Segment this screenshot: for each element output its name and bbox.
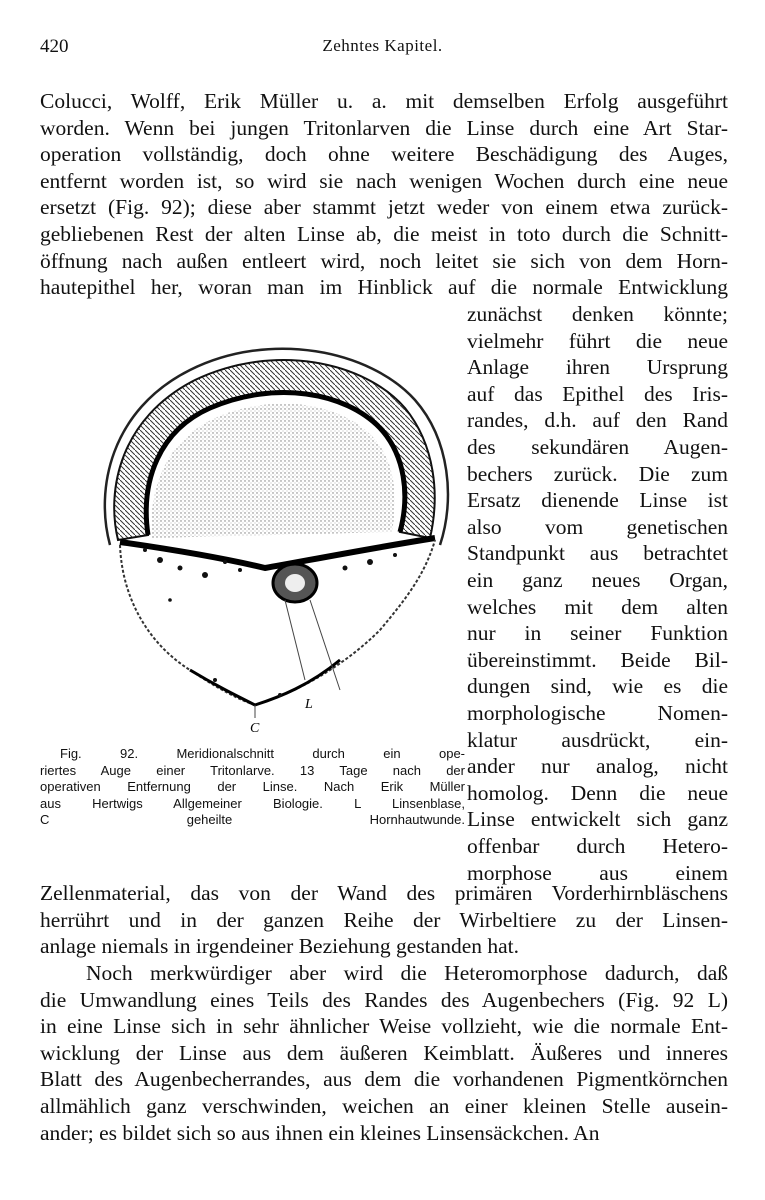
caption-line: riertes Auge einer Tritonlarve. 13 Tage nach der bbox=[40, 762, 465, 778]
figure-92 bbox=[40, 300, 465, 740]
text-line: wicklung der Linse aus dem äußeren Keimblatt. Äußeres und inneres bbox=[40, 1040, 728, 1065]
text-line: morphose aus einem bbox=[467, 860, 728, 885]
text-line: Standpunkt aus betrachtet bbox=[467, 541, 728, 566]
text-line: ersetzt (Fig. 92); diese aber stammt jetzt weder von einem etwa zurück- bbox=[40, 195, 728, 220]
text-line: Linse entwickelt sich ganz bbox=[467, 807, 728, 832]
text-line: Colucci, Wolff, Erik Müller u. a. mit demselben Erfolg ausgeführt bbox=[40, 89, 728, 113]
text-line: übereinstimmt. Beide Bil- bbox=[467, 647, 728, 672]
text-line: hautepithel her, woran man im Hinblick auf die normale Entwicklung bbox=[40, 275, 728, 300]
text-line: klatur ausdrückt, ein- bbox=[467, 727, 728, 752]
eye-section-illustration bbox=[40, 300, 465, 740]
text-line: auf das Epithel des Iris- bbox=[467, 381, 728, 406]
text-line: ander nur analog, nicht bbox=[467, 754, 728, 779]
caption-line: C geheilte Hornhautwunde. bbox=[40, 812, 465, 827]
text-line: allmählich ganz verschwinden, weichen an einer kleinen Stelle ausein- bbox=[40, 1094, 728, 1118]
text-line: ein ganz neues Organ, bbox=[467, 568, 728, 592]
caption-line: operativen Entfernung der Linse. Nach Erik Müller bbox=[40, 779, 465, 794]
text-line: entfernt worden ist, so wird sie nach wenigen Wochen durch eine neue bbox=[40, 168, 728, 193]
page-number: 420 bbox=[40, 36, 69, 57]
running-head: Zehntes Kapitel. bbox=[322, 36, 443, 55]
page-header bbox=[0, 36, 765, 64]
text-line: herrührt und in der ganzen Reihe der Wirbeltiere zu der Linsen- bbox=[40, 907, 728, 932]
text-line: zunächst denken könnte; bbox=[467, 302, 728, 326]
text-line: Noch merkwürdiger aber wird die Heteromorphose dadurch, daß bbox=[86, 961, 728, 985]
text-line: also vom genetischen bbox=[467, 514, 728, 539]
text-line: anlage niemals in irgendeiner Beziehung gestanden hat. bbox=[40, 934, 520, 959]
text-line: gebliebenen Rest der alten Linse ab, die meist in toto durch die Schnitt- bbox=[40, 222, 728, 246]
text-line: nur in seiner Funktion bbox=[467, 621, 728, 646]
text-line: Ersatz dienende Linse ist bbox=[467, 488, 728, 513]
text-line: bechers zurück. Die zum bbox=[467, 461, 728, 486]
text-line: operation vollständig, doch ohne weitere Beschädigung des Auges, bbox=[40, 142, 728, 167]
text-line: Zellenmaterial, das von der Wand des primären Vorderhirnbläschens bbox=[40, 881, 728, 905]
text-line: morphologische Nomen- bbox=[467, 701, 728, 725]
caption-line: Fig. 92. Meridionalschnitt durch ein ope- bbox=[60, 746, 465, 761]
text-line: dungen sind, wie es die bbox=[467, 674, 728, 699]
text-line: homolog. Denn die neue bbox=[467, 780, 728, 805]
text-line: in eine Linse sich in sehr ähnlicher Weise vollzieht, wie die normale Ent- bbox=[40, 1014, 728, 1039]
figure-label-C: C bbox=[250, 721, 260, 736]
text-line: randes, d.h. auf den Rand bbox=[467, 408, 728, 433]
text-line: des sekundären Augen- bbox=[467, 435, 728, 459]
text-line: Blatt des Augenbecherrandes, aus dem die vorhandenen Pigmentkörnchen bbox=[40, 1067, 728, 1092]
text-line: öffnung nach außen entleert wird, noch leitet sie sich von dem Horn- bbox=[40, 248, 728, 273]
text-line: offenbar durch Hetero- bbox=[467, 834, 728, 858]
text-line: ander; es bildet sich so aus ihnen ein kleines Linsensäckchen. An bbox=[40, 1120, 600, 1145]
text-line: Anlage ihren Ursprung bbox=[467, 355, 728, 380]
text-line: worden. Wenn bei jungen Tritonlarven die Linse durch eine Art Star- bbox=[40, 115, 728, 140]
text-line: welches mit dem alten bbox=[467, 594, 728, 619]
text-line: vielmehr führt die neue bbox=[467, 328, 728, 353]
text-line: die Umwandlung eines Teils des Randes des Augenbechers (Fig. 92 L) bbox=[40, 987, 728, 1012]
caption-line: aus Hertwigs Allgemeiner Biologie. L Linsenblase, bbox=[40, 795, 465, 811]
figure-label-L: L bbox=[305, 697, 313, 712]
